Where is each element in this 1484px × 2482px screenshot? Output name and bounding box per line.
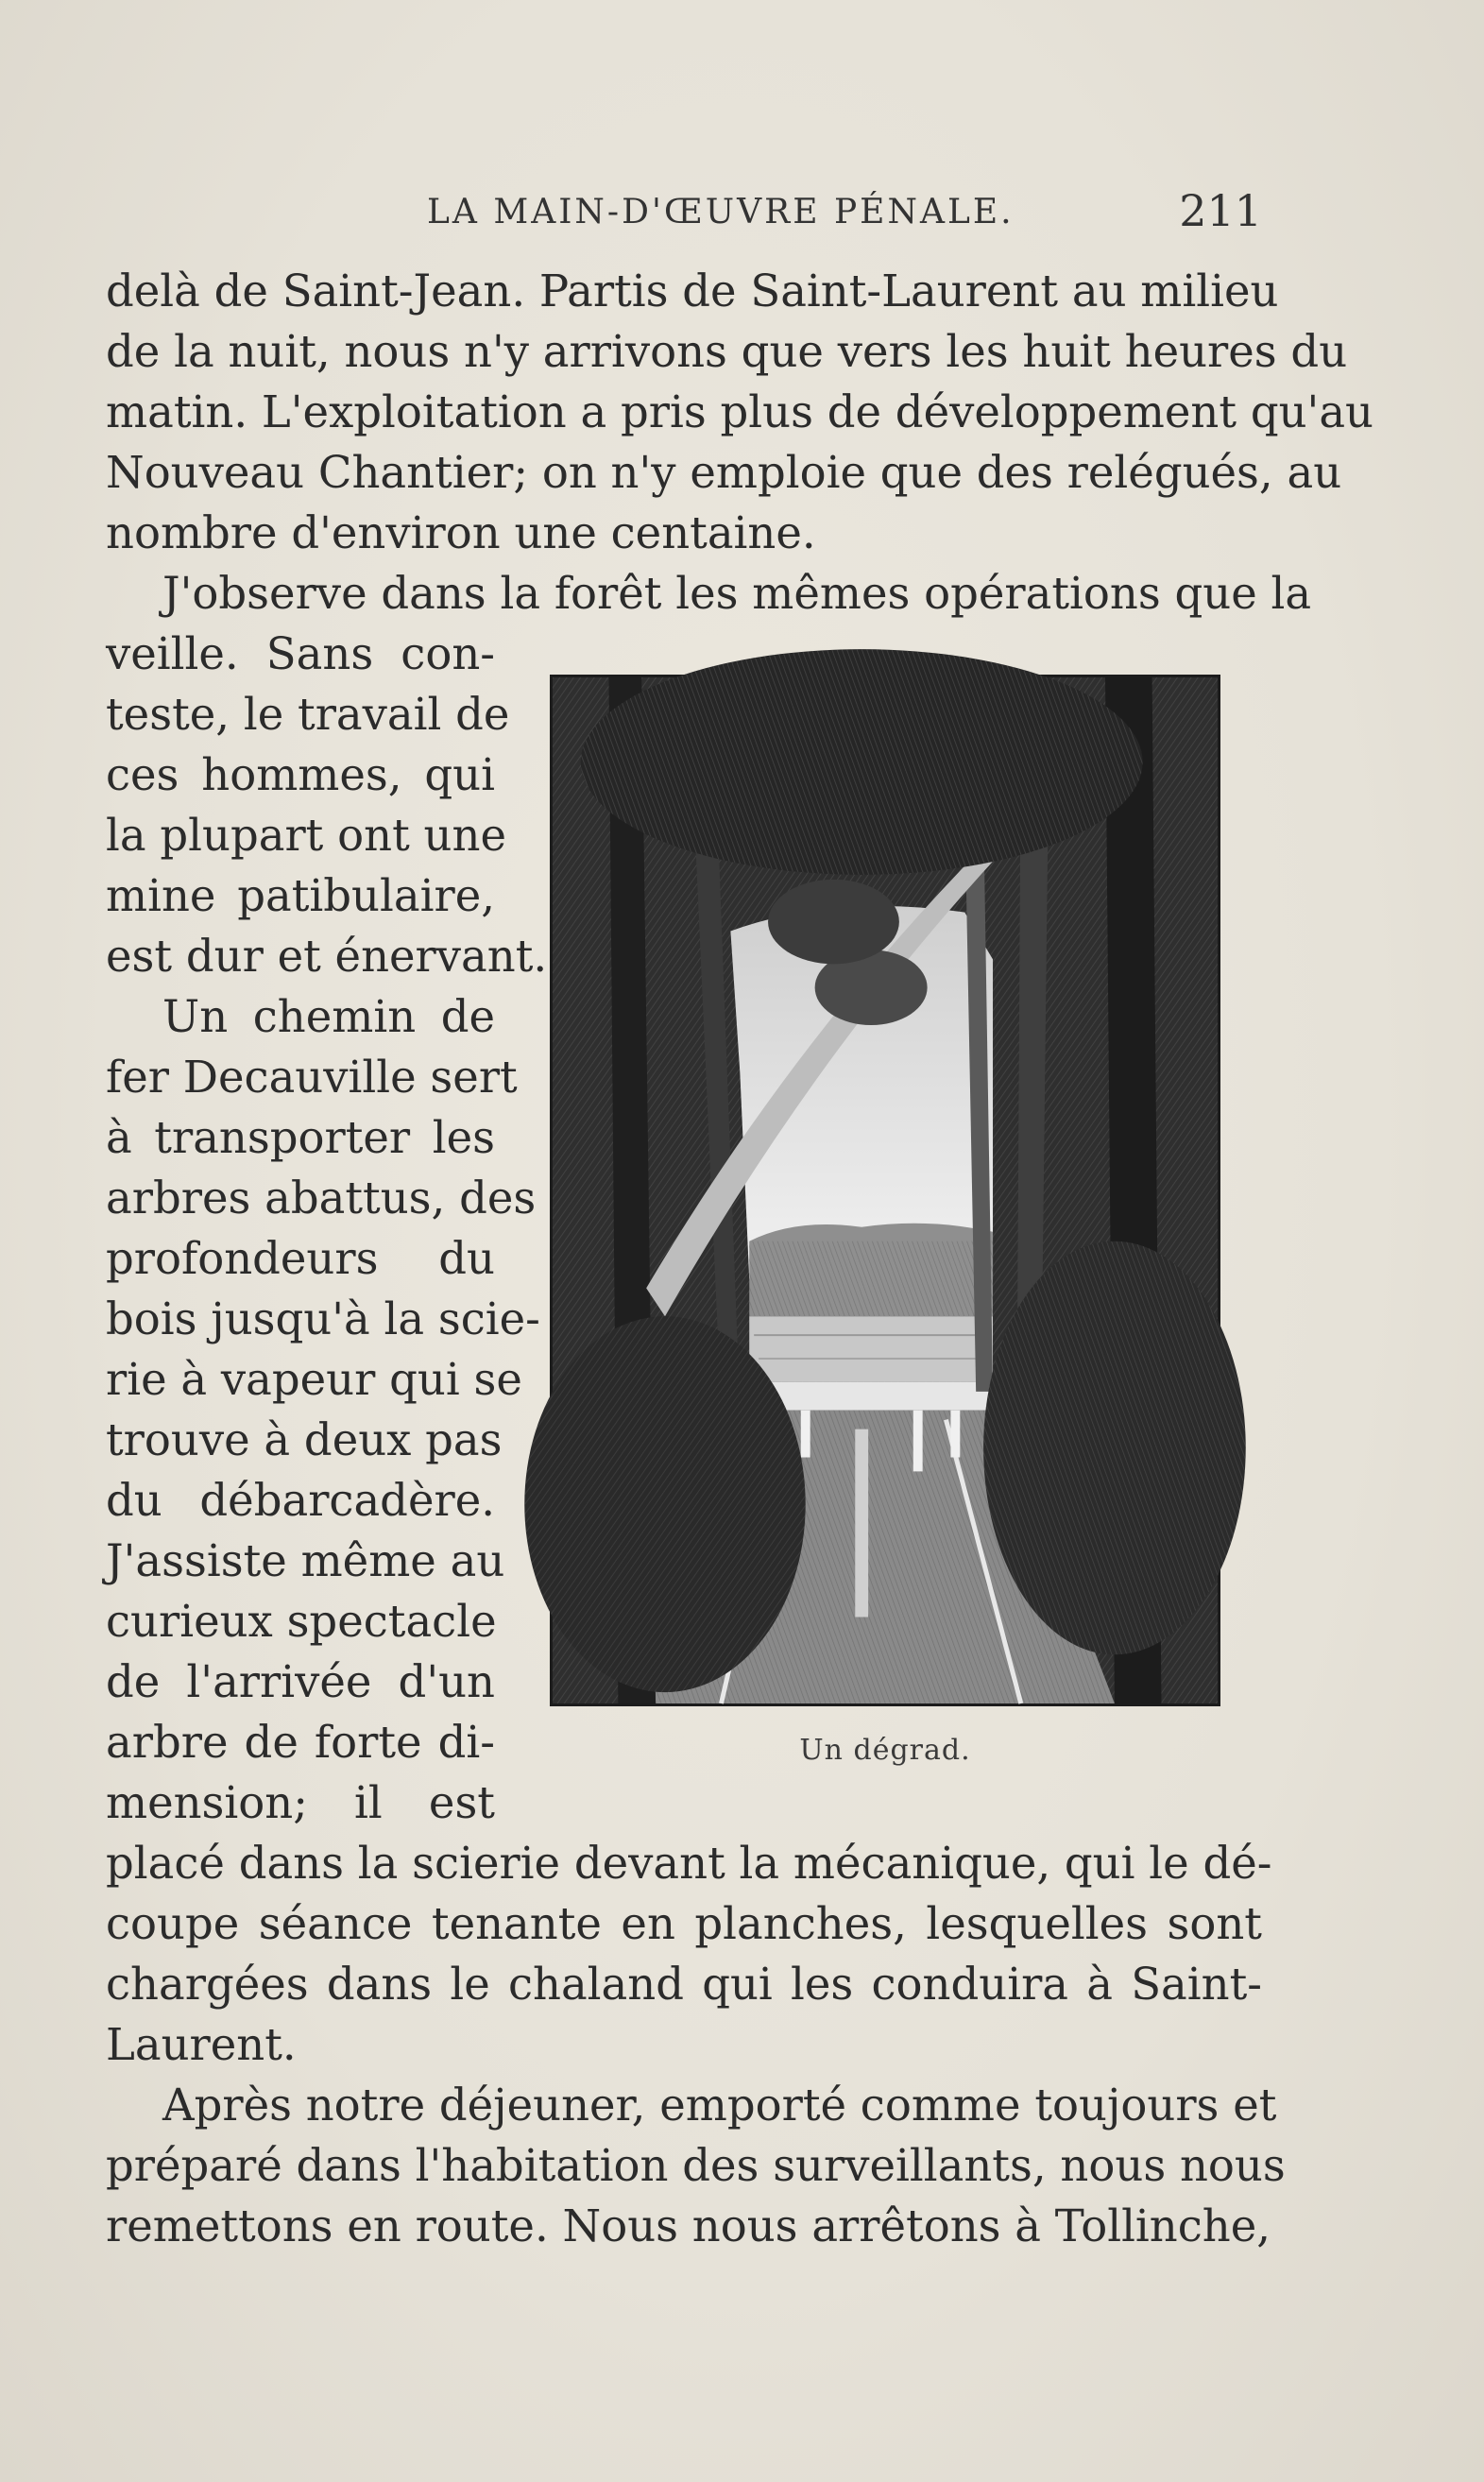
- text-line: Nouveau Chantier; on n'y emploie que des relégués, au: [106, 447, 1342, 498]
- text-line: J'assiste même au: [106, 1535, 505, 1586]
- text-line: remettons en route. Nous nous arrêtons à Tollinche,: [106, 2200, 1271, 2251]
- figure-caption: Un dégrad.: [799, 1734, 971, 1767]
- text-line: coupe séance tenante en planches, lesquelles sont: [106, 1898, 1262, 1949]
- text-line: ces hommes, qui: [106, 749, 495, 800]
- text-line: matin. L'exploitation a pris plus de développement qu'au: [106, 386, 1373, 437]
- text-line: préparé dans l'habitation des surveillants, nous nous: [106, 2140, 1286, 2191]
- text-line: de l'arrivée d'un: [106, 1656, 495, 1707]
- text-line: la plupart ont une: [106, 810, 506, 861]
- text-line: à transporter les: [106, 1112, 495, 1163]
- forest-engraving-icon: [553, 677, 1218, 1703]
- page-number: 211: [1179, 185, 1262, 236]
- text-line: curieux spectacle: [106, 1596, 497, 1647]
- text-line: delà de Saint-Jean. Partis de Saint-Laurent au milieu: [106, 265, 1279, 317]
- text-line: de la nuit, nous n'y arrivons que vers les huit heures du: [106, 326, 1348, 377]
- text-line: est dur et énervant.: [106, 931, 548, 982]
- text-line: nombre d'environ une centaine.: [106, 507, 816, 558]
- text-line: J'observe dans la forêt les mêmes opérations que la: [162, 568, 1312, 619]
- text-line: arbres abattus, des: [106, 1173, 537, 1224]
- text-line: du débarcadère.: [106, 1475, 495, 1526]
- text-line: Un chemin de: [162, 991, 495, 1042]
- text-line: trouve à deux pas: [106, 1414, 503, 1465]
- text-line: Laurent.: [106, 2019, 297, 2070]
- paragraph-bottom: [106, 1833, 1286, 2256]
- paragraph-top: [106, 261, 1373, 624]
- text-line: mine patibulaire,: [106, 870, 495, 921]
- running-title: LA MAIN-D'ŒUVRE PÉNALE.: [427, 193, 1015, 231]
- text-line: mension; il est: [106, 1777, 495, 1828]
- text-line: teste, le travail de: [106, 689, 510, 740]
- running-head: [106, 185, 1262, 242]
- text-line: rie à vapeur qui se: [106, 1354, 522, 1405]
- text-line: profondeurs du: [106, 1233, 495, 1284]
- text-line: bois jusqu'à la scie-: [106, 1293, 540, 1344]
- text-line: Après notre déjeuner, emporté comme toujours et: [162, 2080, 1277, 2131]
- text-line: arbre de forte di-: [106, 1717, 495, 1768]
- text-line: chargées dans le chaland qui les conduira à Saint-: [106, 1959, 1262, 2010]
- text-line: fer Decauville sert: [106, 1052, 518, 1103]
- paragraph-side-column: [106, 624, 548, 1833]
- text-line: placé dans la scierie devant la mécanique, qui le dé-: [106, 1838, 1272, 1889]
- forest-engraving-figure: [550, 675, 1220, 1706]
- text-line: veille. Sans con-: [106, 628, 495, 679]
